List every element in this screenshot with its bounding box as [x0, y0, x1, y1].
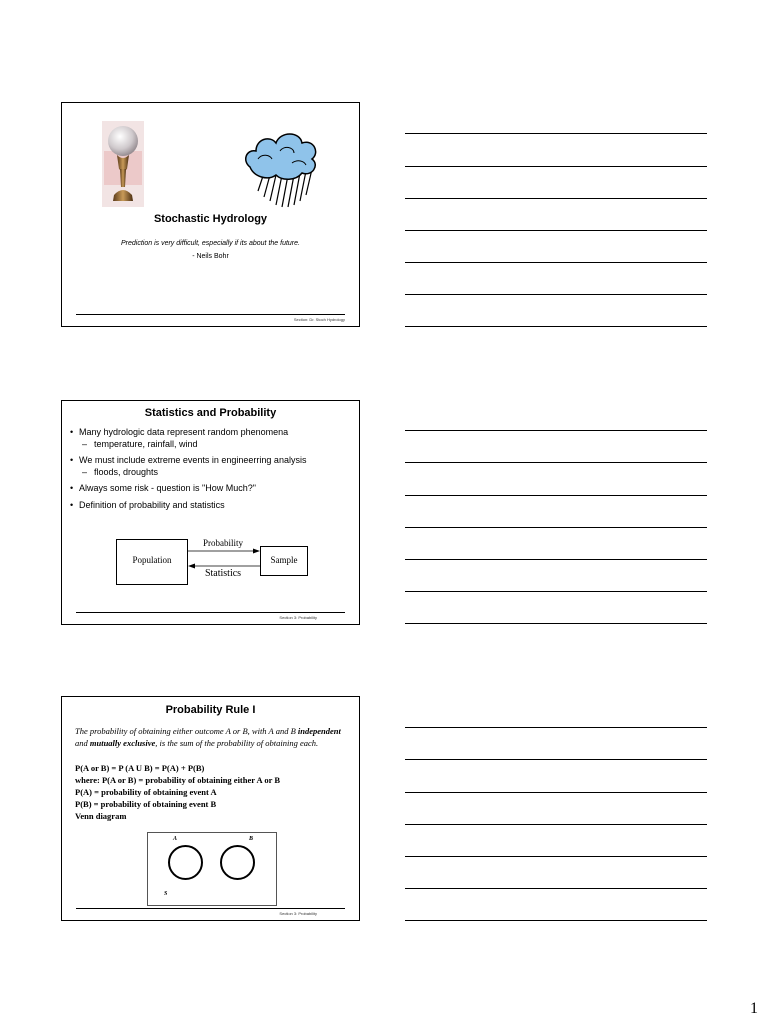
bullet-item: • Always some risk - question is "How Much?"	[70, 482, 351, 494]
slide-footer: Section: Dr. Stoch Hydrology	[293, 317, 345, 322]
venn-label-a: A	[173, 836, 178, 842]
sub-bullet-item: – temperature, rainfall, wind	[70, 438, 351, 450]
venn-label-b: B	[249, 836, 254, 842]
slide-title: Stochastic Hydrology	[153, 213, 268, 225]
rule-intro	[75, 725, 351, 749]
venn-diagram	[147, 832, 277, 906]
page-number: 1	[750, 1000, 758, 1017]
venn-circle-a	[168, 845, 203, 880]
probability-label: Probability	[203, 538, 243, 548]
sample-label: Sample	[270, 555, 298, 565]
population-label: Population	[132, 555, 172, 565]
statistics-label: Statistics	[204, 568, 242, 579]
slide-footer: Section 3: Probability	[279, 615, 317, 620]
formula-line: P(A or B) = P (A U B) = P(A) + P(B)	[75, 763, 205, 773]
quote: Prediction is very difficult, especially if its about the future.	[121, 240, 300, 247]
rule-intro-text: The probability of obtaining either outcome A or B, with A and B	[75, 726, 296, 736]
formula-line: where: P(A or B) = probability of obtaining either A or B	[75, 775, 280, 785]
slide-footer: Section 3: Probability	[279, 911, 317, 916]
footer-divider	[76, 908, 345, 909]
rule-intro-text: and	[75, 738, 90, 748]
slide-title: Probability Rule I	[165, 704, 256, 716]
crystal-ball-icon	[102, 121, 144, 207]
slide-3	[61, 696, 360, 921]
rule-intro-emphasis: mutually exclusive	[89, 738, 156, 748]
slide-title: Statistics and Probability	[144, 407, 277, 419]
footer-divider	[76, 612, 345, 613]
formula-line: Venn diagram	[75, 811, 127, 821]
rule-intro-text: of obtaining each.	[256, 738, 319, 748]
bullet-item: • We must include extreme events in engineerring analysis	[70, 454, 351, 466]
venn-label-s: S	[164, 891, 168, 897]
rule-intro-text: , is the sum of the probability	[155, 738, 255, 748]
footer-divider	[76, 314, 345, 315]
bullet-item: • Many hydrologic data represent random phenomena	[70, 426, 351, 438]
bullet-list	[70, 426, 351, 511]
formula-line: P(A) = probability of obtaining event A	[75, 787, 217, 797]
bullet-item: • Definition of probability and statistics	[70, 499, 351, 511]
venn-circle-b	[220, 845, 255, 880]
rule-lines	[75, 762, 351, 822]
rule-intro-emphasis: independent	[297, 726, 341, 736]
quote-attribution: - Neils Bohr	[192, 253, 229, 260]
slide-1	[61, 102, 360, 327]
slide-2	[61, 400, 360, 625]
sub-bullet-item: – floods, droughts	[70, 466, 351, 478]
rain-cloud-icon	[242, 129, 320, 211]
formula-line: P(B) = probability of obtaining event B	[75, 799, 217, 809]
